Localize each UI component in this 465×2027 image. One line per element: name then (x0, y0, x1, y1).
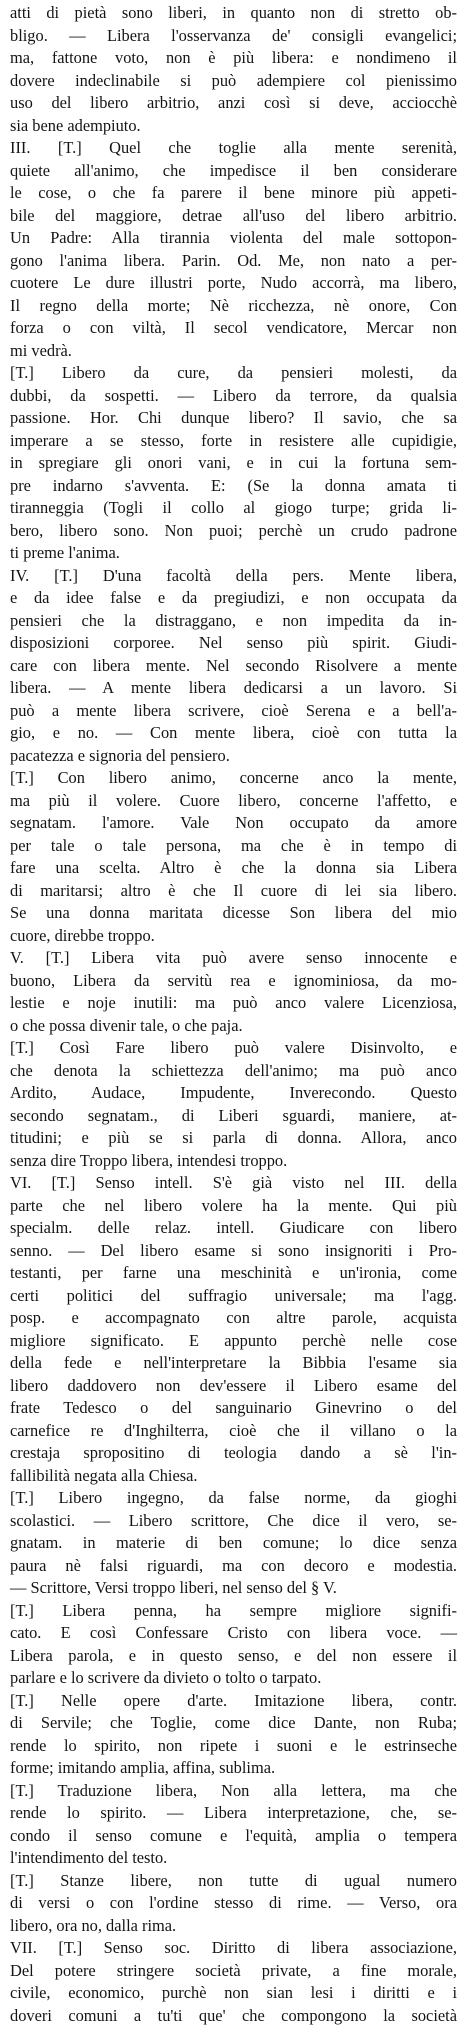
text-line: frate Tedesco o del sanguinario Ginevrino o del (10, 1397, 457, 1420)
text-line: crestaja spropositino di teologia dando a sè l'in- (10, 1442, 457, 1465)
text-line: Il regno della morte; Nè ricchezza, nè onore, Con (10, 295, 457, 318)
dictionary-page-text (0, 2, 465, 1915)
text-line: della fede e nell'interpretare la Bibbia l'esame sia (10, 1352, 457, 1375)
text-line: III. [T.] Quel che toglie alla mente serenità, (10, 137, 457, 160)
text-line: sia bene adempiuto. (10, 115, 457, 138)
text-line: dubbi, da sospetti. — Libero da terrore, da qualsia (10, 385, 457, 408)
text-line: bile del maggiore, detrae all'uso del libero arbitrio. (10, 205, 457, 228)
text-line: VII. [T.] Senso soc. Diritto di libera associazione, (10, 1937, 457, 1960)
text-line: cato. E così Confessare Cristo con libera voce. — (10, 1622, 457, 1645)
text-line: rende lo spirito, non ripete i suoni e le estrinseche (10, 1735, 457, 1758)
text-line: bligo. — Libera l'osservanza de' consigli evangelici; (10, 25, 457, 48)
text-line: pre indarno s'avventa. E: (Se la donna amata ti (10, 475, 457, 498)
text-line: ma, fattone voto, non è più libera: e nondimeno il (10, 47, 457, 70)
text-line: fare una scelta. Altro è che la donna sia Libera (10, 857, 457, 880)
text-line: pensieri che la distraggano, e non impedita da in- (10, 610, 457, 633)
text-line: parte che nel libero volere ha la mente. Qui più (10, 1195, 457, 1218)
text-line: parlare e lo scrivere da divieto o tolto o tarpato. (10, 1667, 457, 1690)
text-line: certi politici del suffragio universale; ma l'agg. (10, 1285, 457, 1308)
text-line: VI. [T.] Senso intell. S'è già visto nel III. della (10, 1172, 457, 1195)
text-line: cuore, direbbe troppo. (10, 925, 457, 948)
text-line: di Servile; che Toglie, come dice Dante, non Ruba; (10, 1712, 457, 1735)
text-line: segnatam. l'amore. Vale Non occupato da amore (10, 812, 457, 835)
text-line: uso del libero arbitrio, anzi così si deve, acciocchè (10, 92, 457, 115)
text-line: posp. e accompagnato con altre parole, acquista (10, 1307, 457, 1330)
text-line: buono, Libera da servitù rea e ignominiosa, da mo- (10, 970, 457, 993)
text-line: lestie e noje inutili: ma può anco valere Licenziosa, (10, 992, 457, 1015)
text-line: o che possa divenir tale, o che paja. (10, 1015, 457, 1038)
text-line: libera. — A mente libera dedicarsi a un lavoro. Si (10, 677, 457, 700)
text-line: imperare a se stesso, forte in resistere alle cupidigie, (10, 430, 457, 453)
text-line: gio, e no. — Con mente libera, cioè con tutta la (10, 722, 457, 745)
text-line: per tale o tale persona, ma che è in tempo di (10, 835, 457, 858)
text-line: [T.] Libero da cure, da pensieri molesti, da (10, 362, 457, 385)
text-line: può a mente libera scrivere, cioè Serena e a bell'a- (10, 700, 457, 723)
text-line: [T.] Con libero animo, concerne anco la mente, (10, 767, 457, 790)
text-line: testanti, per farne una meschinità e un'ironia, come (10, 1262, 457, 1285)
text-line: forme; imitando amplia, affina, sublima. (10, 1757, 457, 1780)
text-line: specialm. delle relaz. intell. Giudicare con libero (10, 1217, 457, 1240)
text-line: forza o con viltà, Il secol vendicatore, Mercar non (10, 317, 457, 340)
text-line: che denota la schiettezza dell'animo; ma può anco (10, 1060, 457, 1083)
text-line: l'intendimento del testo. (10, 1847, 457, 1870)
text-line: secondo segnatam., di Liberi sguardi, maniere, at- (10, 1105, 457, 1128)
text-line: scolastici. — Libero scrittore, Che dice il vero, se- (10, 1510, 457, 1533)
text-line: mi vedrà. (10, 340, 457, 363)
text-line: senza dire Troppo libera, intendesi troppo. (10, 1150, 457, 1173)
text-line: senno. — Del libero esame si sono insignoriti i Pro- (10, 1240, 457, 1263)
text-line: paura nè falsi riguardi, ma con decoro e modestia. (10, 1555, 457, 1578)
text-line: fallibilità negata alla Chiesa. (10, 1465, 457, 1488)
text-line: bero, libero sono. Non puoi; perchè un crudo padrone (10, 520, 457, 543)
text-line: [T.] Nelle opere d'arte. Imitazione libera, contr. (10, 1690, 457, 1713)
text-line: migliore significato. E appunto perchè nelle cose (10, 1330, 457, 1353)
text-line: pacatezza e signoria del pensiero. (10, 745, 457, 768)
text-line: carnefice re d'Inghilterra, cioè che il villano o la (10, 1420, 457, 1443)
text-line: e da idee false e da pregiudizi, e non occupata da (10, 587, 457, 610)
text-line: rende lo spirito. — Libera interpretazione, che, se- (10, 1802, 457, 1825)
text-line: libero daddovero non dev'essere il Libero esame del (10, 1375, 457, 1398)
text-line: dovere indeclinabile si può adempiere col pienissimo (10, 70, 457, 93)
text-line: le cose, o che fa parere il bene minore più appeti- (10, 182, 457, 205)
text-line: [T.] Traduzione libera, Non alla lettera, ma che (10, 1780, 457, 1803)
text-line: [T.] Libero ingegno, da false norme, da gioghi (10, 1487, 457, 1510)
text-line: disposizioni corporee. Nel senso più spirit. Giudi- (10, 632, 457, 655)
text-line: Del potere stringere società private, a fine morale, (10, 1960, 457, 1983)
text-line: Un Padre: Alla tirannia violenta del male sottopon- (10, 227, 457, 250)
text-line: gono l'anima libera. Parin. Od. Me, non nato a per- (10, 250, 457, 273)
text-line: civile, economico, purchè non sian lesi i diritti e i (10, 1982, 457, 2005)
text-line: [T.] Libera penna, ha sempre migliore signifi- (10, 1600, 457, 1623)
text-line: ti preme l'anima. (10, 542, 457, 565)
text-line: tiranneggia (Togli il collo al giogo turpe; grida li- (10, 497, 457, 520)
text-line: di versi o con l'ordine stesso di rime. — Verso, ora (10, 1892, 457, 1915)
text-line: atti di pietà sono liberi, in quanto non di stretto ob- (10, 2, 457, 25)
text-line: libero, ora no, dalla rima. (10, 1915, 457, 1938)
text-line: quiete all'animo, che impedisce il ben considerare (10, 160, 457, 183)
text-line: condo il senso comune e l'equità, amplia o tempera (10, 1825, 457, 1848)
text-line: [T.] Stanze libere, non tutte di ugual numero (10, 1870, 457, 1893)
text-line: care con libera mente. Nel secondo Risolvere a mente (10, 655, 457, 678)
text-line: Ardito, Audace, Impudente, Inverecondo. Questo (10, 1082, 457, 1105)
text-line: — Scrittore, Versi troppo liberi, nel senso del § V. (10, 1577, 457, 1600)
text-line: gnatam. in materie di ben comune; lo dice senza (10, 1532, 457, 1555)
text-line: Libera parola, e in questo senso, e del non essere il (10, 1645, 457, 1668)
text-line: titudini; e più se si parla di donna. Allora, anco (10, 1127, 457, 1150)
text-line: V. [T.] Libera vita può avere senso innocente e (10, 947, 457, 970)
text-line: cuotere Le dure illustri porte, Nudo accorrà, ma libero, (10, 272, 457, 295)
text-line: ma più il volere. Cuore libero, concerne l'affetto, e (10, 790, 457, 813)
text-line: [T.] Così Fare libero può valere Disinvolto, e (10, 1037, 457, 1060)
text-line: in spregiare gli onori vani, e in cui la fortuna sem- (10, 452, 457, 475)
text-line: passione. Hor. Chi dunque libero? Il savio, che sa (10, 407, 457, 430)
text-line: doveri comuni a tu'ti que' che compongono la società (10, 2005, 457, 2027)
text-line: IV. [T.] D'una facoltà della pers. Mente libera, (10, 565, 457, 588)
text-line: Se una donna maritata dicesse Son libera del mio (10, 902, 457, 925)
text-line: di maritarsi; altro è che Il cuore di lei sia libero. (10, 880, 457, 903)
